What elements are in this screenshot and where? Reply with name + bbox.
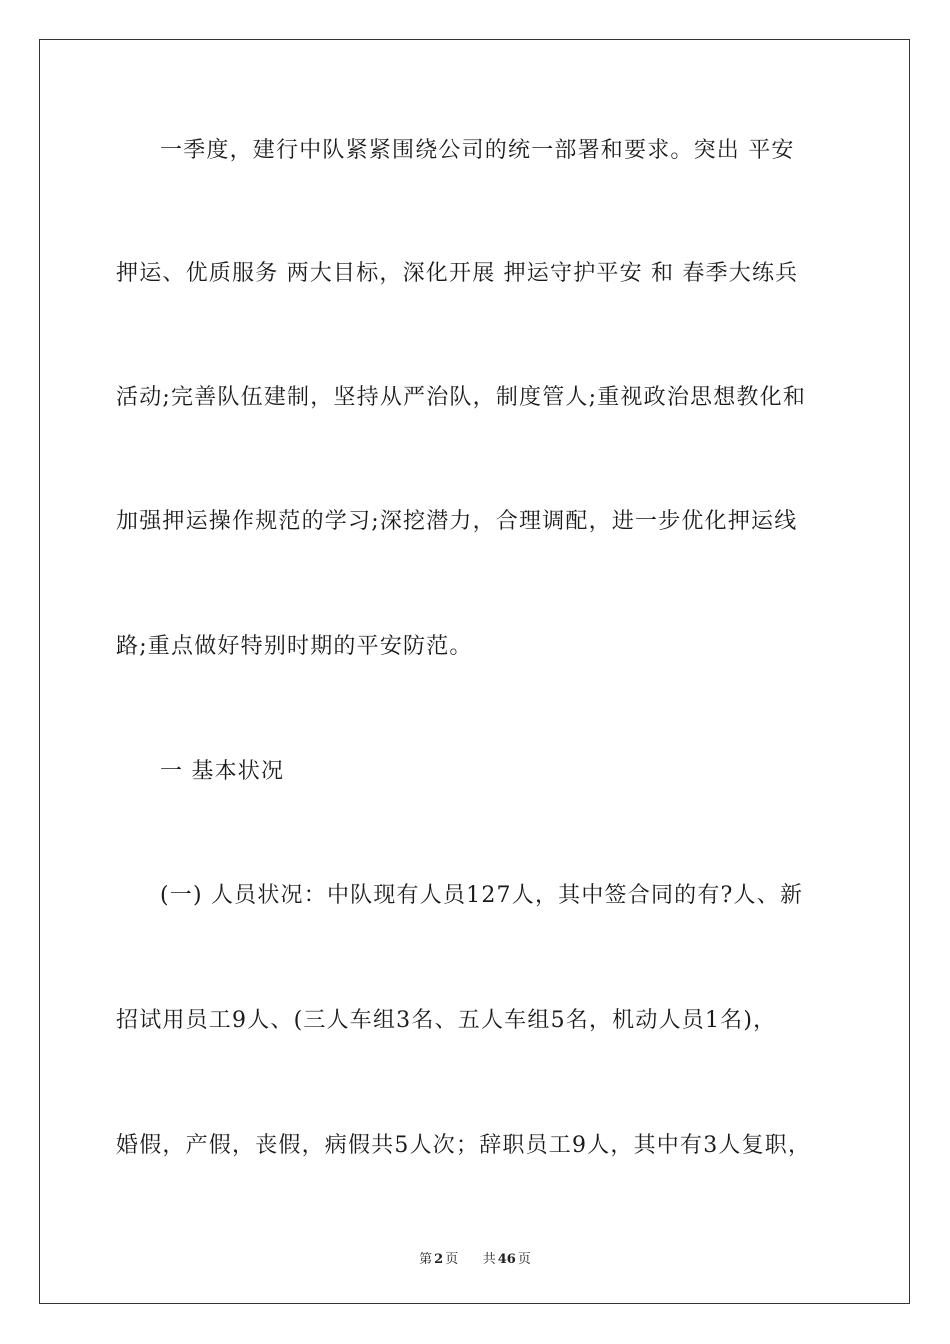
page-footer bbox=[0, 1248, 950, 1267]
page-prefix: 第 bbox=[419, 1252, 433, 1267]
total-prefix: 共 bbox=[482, 1252, 496, 1267]
page-indicator bbox=[417, 1252, 460, 1267]
total-pages: 46 bbox=[497, 1252, 516, 1267]
paragraph-line-5: 路;重点做好特别时期的平安防范。 bbox=[116, 634, 473, 659]
section-heading: 一 基本状况 bbox=[160, 759, 285, 784]
paragraph-line-7: 招试用员工9人、(三人车组3名、五人车组5名，机动人员1名)， bbox=[116, 1008, 777, 1033]
paragraph-line-4: 加强押运操作规范的学习;深挖潜力，合理调配，进一步优化押运线 bbox=[116, 509, 798, 534]
page-suffix: 页 bbox=[445, 1252, 459, 1267]
page-number: 2 bbox=[434, 1252, 444, 1267]
paragraph-line-2: 押运、优质服务 两大目标，深化开展 押运守护平安 和 春季大练兵 bbox=[116, 261, 799, 286]
total-suffix: 页 bbox=[517, 1252, 531, 1267]
paragraph-line-3: 活动;完善队伍建制，坚持从严治队，制度管人;重视政治思想教化和 bbox=[116, 385, 807, 410]
page-border bbox=[39, 39, 910, 1304]
paragraph-line-1: 一季度，建行中队紧紧围绕公司的统一部署和要求。突出 平安 bbox=[160, 138, 795, 163]
paragraph-line-6: (一) 人员状况：中队现有人员127人，其中签合同的有?人、新 bbox=[160, 883, 804, 908]
paragraph-line-8: 婚假，产假，丧假，病假共5人次；辞职员工9人，其中有3人复职， bbox=[116, 1133, 812, 1158]
total-pages-indicator bbox=[481, 1252, 533, 1267]
